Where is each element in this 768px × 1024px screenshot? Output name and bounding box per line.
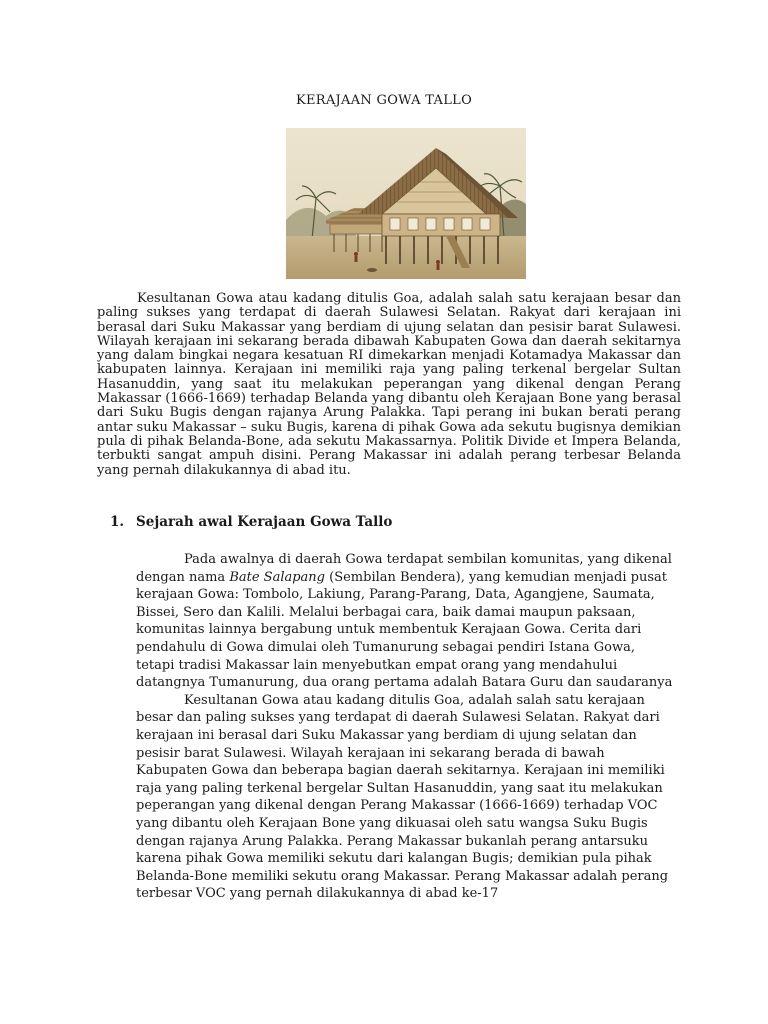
section-heading bbox=[110, 514, 392, 530]
italic-term: Bate Salapang bbox=[229, 569, 325, 585]
section-heading-text: Sejarah awal Kerajaan Gowa Tallo bbox=[136, 514, 393, 530]
stilt-house-image bbox=[286, 128, 526, 279]
intro-paragraph bbox=[97, 292, 681, 478]
page-title: KERAJAAN GOWA TALLO bbox=[295, 93, 473, 108]
traditional-house-illustration bbox=[286, 128, 526, 279]
section-paragraph-2: Kesultanan Gowa atau kadang ditulis Goa, adalah salah satu kerajaan besar dan paling sukses yang terdapat di daerah Sulawesi Selatan. Rakyat dari kerajaan ini berasal dari Suku Makassar yang berdiam di ujung selatan dan pesisir barat Sulawesi. Wilayah kerajaan ini sekarang berada di bawah Kabupaten Gowa dan beberapa bagian daerah sekitarnya. Kerajaan ini memiliki raja yang paling terkenal bergelar Sultan Hasanuddin, yang saat itu melakukan peperangan yang dikenal dengan Perang Makassar (1666-1669) terhadap VOC yang dibantu oleh Kerajaan Bone yang dikuasai oleh satu wangsa Suku Bugis dengan rajanya Arung Palakka. Perang Makassar bukanlah perang antarsuku karena pihak Gowa memiliki sekutu dari kalangan Bugis; demikian pula pihak Belanda-Bone memiliki sekutu orang Makassar. Perang Makassar adalah perang terbesar VOC yang pernah dilakukannya di abad ke-17 bbox=[136, 692, 669, 902]
section-number: 1. bbox=[110, 514, 125, 530]
section-body bbox=[136, 551, 674, 903]
section-paragraph-1: Pada awalnya di daerah Gowa terdapat sembilan komunitas, yang dikenal dengan nama Bate Salapang (Sembilan Bendera), yang kemudian menjadi pusat kerajaan Gowa: Tombolo, Lakiung, Parang-Parang, Data, Agangjene, Saumata, Bissei, Sero dan Kalili. Melalui berbagai cara, baik damai maupun paksaan, komunitas lainnya bergabung untuk membentuk Kerajaan Gowa. Cerita dari pendahulu di Gowa dimulai oleh Tumanurung sebagai pendiri Istana Gowa, tetapi tradisi Makassar lain menyebutkan empat orang yang mendahului datangnya Tumanurung, dua orang pertama adalah Batara Guru dan saudaranya bbox=[136, 552, 673, 691]
intro-paragraph-text: Kesultanan Gowa atau kadang ditulis Goa, adalah salah satu kerajaan besar dan paling sukses yang terdapat di daerah Sulawesi Selatan. Rakyat dari kerajaan ini berasal dari Suku Makassar yang berdiam di ujung selatan dan pesisir barat Sulawesi. Wilayah kerajaan ini sekarang berada dibawah Kabupaten Gowa dan daerah sekitarnya yang dalam bingkai negara kesatuan RI dimekarkan menjadi Kotamadya Makassar dan kabupaten lainnya. Kerajaan ini memiliki raja yang paling terkenal bergelar Sultan Hasanuddin, yang saat itu melakukan peperangan yang dikenal dengan Perang Makassar (1666-1669) terhadap Belanda yang dibantu oleh Kerajaan Bone yang berasal dari Suku Bugis dengan rajanya Arung Palakka. Tapi perang ini bukan berati perang antar suku Makassar – suku Bugis, karena di pihak Gowa ada sekutu bugisnya demikian pula di pihak Belanda-Bone, ada sekutu Makassarnya. Politik Divide et Impera Belanda, terbukti sangat ampuh disini. Perang Makassar ini adalah perang terbesar Belanda yang pernah dilakukannya di abad itu. bbox=[97, 291, 681, 478]
